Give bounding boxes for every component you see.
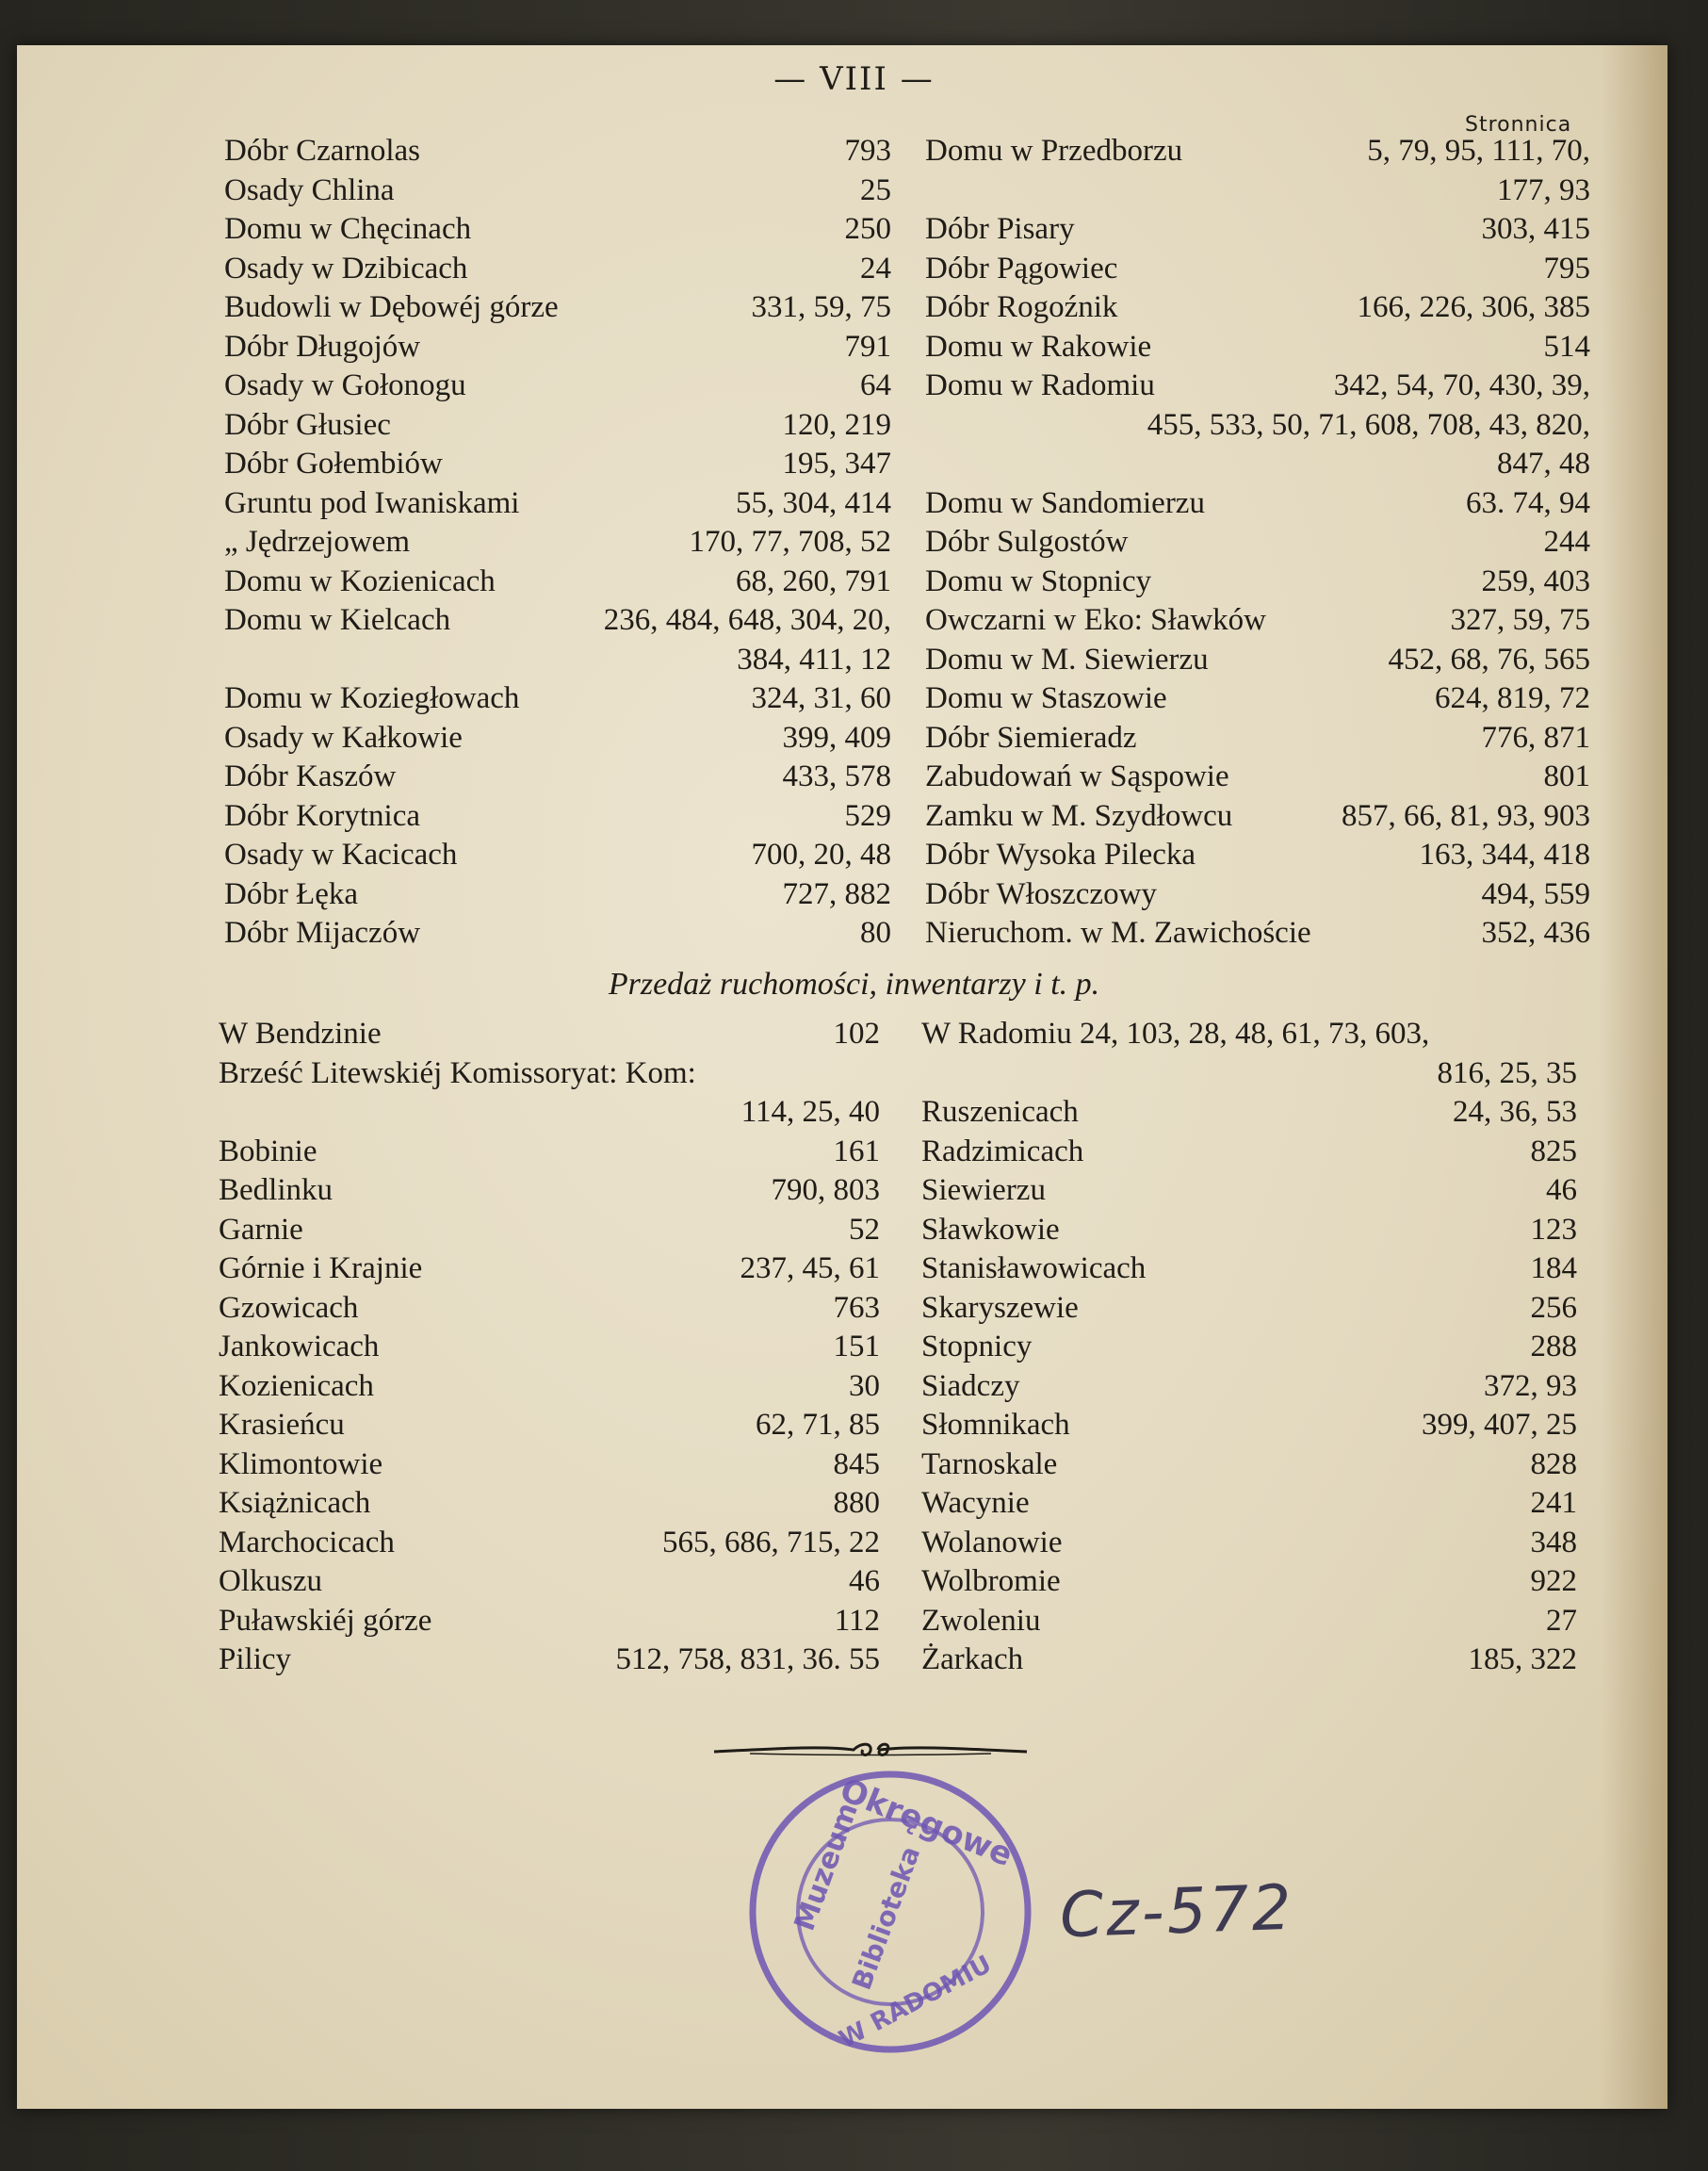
index-entry	[925, 250, 1590, 289]
entry-name: Stopnicy	[921, 1330, 1033, 1363]
index-entry	[925, 445, 1590, 484]
page-edge-shadow	[1602, 45, 1667, 2109]
entry-name: Sławkowie	[921, 1212, 1060, 1247]
entry-pages: 5, 79, 95, 111, 70,	[1367, 134, 1590, 168]
entry-name: Słomnikach	[921, 1408, 1070, 1442]
index-entry	[224, 875, 891, 915]
entry-name: Tarnoskale	[921, 1446, 1058, 1481]
index-entry	[921, 1328, 1577, 1367]
entry-name: Dóbr Czarnolas	[224, 134, 421, 168]
entry-pages: 102	[833, 1017, 880, 1051]
index-entry	[219, 1484, 880, 1524]
entry-name: W Bendzinie	[219, 1017, 382, 1051]
index-entry	[219, 1054, 880, 1094]
index-column-lower-right	[921, 1015, 1577, 1680]
entry-pages: 114, 25, 40	[740, 1095, 880, 1129]
entry-name: Dóbr Sulgostów	[925, 525, 1129, 559]
entry-pages: 46	[849, 1564, 880, 1598]
index-entry	[921, 1445, 1577, 1485]
index-entry	[925, 132, 1590, 171]
index-entry	[219, 1093, 880, 1133]
index-entry	[925, 563, 1590, 602]
index-entry	[925, 641, 1590, 680]
entry-pages: 624, 819, 72	[1435, 681, 1590, 715]
entry-pages: 184	[1530, 1251, 1577, 1285]
entry-name: Osady w Kacicach	[224, 838, 458, 872]
index-entry	[219, 1524, 880, 1563]
entry-name: Zabudowań w Sąspowie	[925, 759, 1229, 793]
entry-pages: 790, 803	[771, 1173, 880, 1207]
index-entry	[219, 1640, 880, 1680]
index-column-lower-left	[219, 1015, 880, 1680]
index-entry	[219, 1211, 880, 1250]
index-column-upper-right	[925, 132, 1590, 954]
entry-name: Domu w Radomiu	[925, 368, 1155, 402]
index-entry	[224, 914, 891, 954]
index-entry	[224, 641, 891, 680]
index-entry	[224, 328, 891, 367]
index-entry	[921, 1406, 1577, 1445]
entry-name: Dóbr Włoszczowy	[925, 876, 1157, 911]
entry-name: Wolanowie	[921, 1525, 1063, 1559]
index-entry	[921, 1602, 1577, 1641]
entry-pages: 27	[1546, 1603, 1577, 1638]
index-entry	[921, 1015, 1577, 1054]
entry-pages: 433, 578	[782, 759, 891, 793]
index-entry	[925, 679, 1590, 719]
entry-name: Dóbr Gołembiów	[224, 447, 443, 481]
index-entry	[925, 406, 1590, 446]
entry-pages: 776, 871	[1481, 720, 1590, 755]
svg-text:W RADOMIU: W RADOMIU	[834, 1950, 997, 2054]
index-entry	[224, 523, 891, 563]
entry-name: Budowli w Dębowéj górze	[224, 290, 559, 324]
index-entry	[921, 1211, 1577, 1250]
entry-name: Dóbr Siemieradz	[925, 720, 1137, 755]
entry-pages: 24	[860, 251, 891, 286]
entry-pages: 259, 403	[1481, 563, 1590, 598]
entry-pages: 331, 59, 75	[751, 290, 891, 324]
index-entry	[925, 875, 1590, 915]
entry-pages: 250	[844, 212, 891, 246]
entry-pages: 825	[1530, 1134, 1577, 1168]
entry-name: Dóbr Pągowiec	[925, 251, 1118, 286]
entry-pages: 123	[1530, 1212, 1577, 1247]
entry-pages: 514	[1543, 329, 1590, 364]
entry-name: Marchocicach	[219, 1525, 395, 1559]
entry-name: Domu w M. Siewierzu	[925, 642, 1209, 677]
index-entry	[219, 1015, 880, 1054]
index-entry	[224, 367, 891, 406]
index-entry	[921, 1054, 1577, 1094]
index-entry	[921, 1093, 1577, 1133]
entry-pages: 565, 686, 715, 22	[662, 1525, 880, 1559]
entry-pages: 922	[1530, 1564, 1577, 1598]
entry-pages: 455, 533, 50, 71, 608, 708, 43, 820,	[1147, 407, 1590, 442]
index-entry	[219, 1367, 880, 1407]
entry-pages: 120, 219	[782, 407, 891, 442]
index-entry	[921, 1524, 1577, 1563]
entry-name: Domu w Stopnicy	[925, 563, 1152, 598]
entry-name: Zwoleniu	[921, 1603, 1041, 1638]
column-label: Stronnica	[1465, 113, 1572, 137]
index-entry	[219, 1133, 880, 1172]
entry-pages: 801	[1543, 759, 1590, 793]
entry-name: Osady w Dzibicach	[224, 251, 468, 286]
entry-name: Bobinie	[219, 1134, 317, 1168]
index-entry	[921, 1171, 1577, 1211]
entry-name: Domu w Sandomierzu	[925, 485, 1205, 520]
entry-name: Bedlinku	[219, 1173, 333, 1207]
index-entry	[224, 758, 891, 797]
entry-name: Domu w Rakowie	[925, 329, 1152, 364]
entry-name: Dóbr Mijaczów	[224, 916, 421, 950]
index-entry	[219, 1171, 880, 1211]
entry-pages: 327, 59, 75	[1450, 603, 1590, 637]
entry-pages: 68, 260, 791	[736, 563, 891, 598]
entry-pages: 847, 48	[1497, 447, 1590, 481]
section-heading: Przedaż ruchomości, inwentarzy i t. p.	[608, 967, 1100, 1002]
entry-pages: 241	[1530, 1486, 1577, 1520]
entry-name: Garnie	[219, 1212, 303, 1247]
index-entry	[219, 1602, 880, 1641]
entry-pages: 52	[849, 1212, 880, 1247]
entry-name: Brześć Litewskiéj Komissoryat: Kom:	[219, 1055, 696, 1090]
entry-pages: 880	[833, 1486, 880, 1520]
index-entry	[925, 719, 1590, 759]
entry-name: Kozienicach	[219, 1368, 374, 1403]
entry-pages: 256	[1530, 1290, 1577, 1325]
entry-pages: 452, 68, 76, 565	[1388, 642, 1590, 677]
index-entry	[224, 719, 891, 759]
entry-pages: 151	[833, 1330, 880, 1363]
entry-pages: 828	[1530, 1446, 1577, 1481]
index-entry	[925, 797, 1590, 837]
entry-name: Pilicy	[219, 1642, 292, 1676]
entry-name: Dóbr Pisary	[925, 212, 1075, 246]
entry-pages: 63. 74, 94	[1466, 485, 1590, 520]
svg-text:Okręgowe: Okręgowe	[835, 1771, 1018, 1875]
entry-name: Dóbr Długojów	[224, 329, 421, 364]
entry-pages: 512, 758, 831, 36. 55	[615, 1642, 880, 1676]
entry-pages: 80	[860, 916, 891, 950]
entry-pages: 64	[860, 368, 891, 402]
entry-pages: 166, 226, 306, 385	[1357, 290, 1590, 324]
entry-name: Osady w Gołonogu	[224, 368, 466, 402]
entry-pages: 793	[844, 134, 891, 168]
entry-name: Jankowicach	[219, 1330, 380, 1363]
index-entry	[925, 328, 1590, 367]
index-entry	[224, 679, 891, 719]
index-entry	[224, 406, 891, 446]
entry-name: Żarkach	[921, 1642, 1024, 1676]
entry-name: „ Jędrzejowem	[224, 525, 410, 559]
entry-pages: 237, 45, 61	[740, 1251, 880, 1285]
entry-name: Dóbr Głusiec	[224, 407, 391, 442]
entry-name: Dóbr Wysoka Pilecka	[925, 838, 1196, 872]
index-entry	[219, 1249, 880, 1289]
entry-pages: 791	[844, 329, 891, 364]
index-entry	[219, 1406, 880, 1445]
index-entry	[224, 132, 891, 171]
entry-name: Książnicach	[219, 1486, 371, 1520]
index-entry	[219, 1289, 880, 1329]
entry-name: Klimontowie	[219, 1446, 383, 1481]
entry-pages: 816, 25, 35	[1437, 1055, 1577, 1090]
library-stamp-icon	[746, 1768, 1034, 2056]
entry-pages: 727, 882	[782, 876, 891, 911]
entry-pages: 342, 54, 70, 430, 39,	[1333, 368, 1590, 402]
entry-name: Olkuszu	[219, 1564, 322, 1598]
entry-pages: 845	[833, 1446, 880, 1481]
entry-pages: 25	[860, 172, 891, 207]
index-entry	[925, 484, 1590, 524]
index-entry	[925, 601, 1590, 641]
entry-name: Domu w Przedborzu	[925, 134, 1183, 168]
index-entry	[921, 1367, 1577, 1407]
entry-name: Osady Chlina	[224, 172, 395, 207]
entry-name: Wacynie	[921, 1486, 1030, 1520]
entry-pages: 244	[1543, 525, 1590, 559]
index-entry	[925, 210, 1590, 250]
entry-pages: 857, 66, 81, 93, 903	[1342, 798, 1590, 833]
entry-pages: 372, 93	[1484, 1368, 1577, 1403]
entry-name: Ruszenicach	[921, 1095, 1079, 1129]
entry-name: Domu w Chęcinach	[224, 212, 472, 246]
index-entry	[224, 484, 891, 524]
entry-pages: 55, 304, 414	[736, 485, 891, 520]
entry-name: Nieruchom. w M. Zawichoście	[925, 916, 1311, 950]
index-entry	[224, 563, 891, 602]
entry-name: Gzowicach	[219, 1290, 359, 1325]
entry-name: Puławskiéj górze	[219, 1603, 432, 1638]
index-entry	[921, 1562, 1577, 1602]
svg-text:Muzeum: Muzeum	[788, 1798, 865, 1935]
index-entry	[219, 1562, 880, 1602]
entry-pages: 177, 93	[1497, 172, 1590, 207]
index-entry	[925, 914, 1590, 954]
entry-name: Domu w Staszowie	[925, 681, 1167, 715]
entry-name: Górnie i Krajnie	[219, 1251, 423, 1285]
entry-name: Osady w Kałkowie	[224, 720, 463, 755]
index-entry	[219, 1445, 880, 1485]
index-entry	[224, 171, 891, 211]
entry-pages: 399, 407, 25	[1422, 1408, 1577, 1442]
index-entry	[219, 1328, 880, 1367]
index-entry	[224, 288, 891, 328]
entry-pages: 529	[844, 798, 891, 833]
entry-pages: 494, 559	[1481, 876, 1590, 911]
entry-name: Domu w Kozienicach	[224, 563, 496, 598]
entry-pages: 352, 436	[1481, 916, 1590, 950]
entry-name: Stanisławowicach	[921, 1251, 1147, 1285]
entry-pages: 236, 484, 648, 304, 20,	[603, 603, 891, 637]
index-entry	[925, 288, 1590, 328]
entry-name: Domu w Kielcach	[224, 603, 451, 637]
entry-name: W Radomiu 24, 103, 28, 48, 61, 73, 603,	[921, 1017, 1430, 1051]
entry-pages: 170, 77, 708, 52	[689, 525, 891, 559]
index-column-upper-left	[224, 132, 891, 954]
index-entry	[921, 1289, 1577, 1329]
entry-name: Dóbr Rogoźnik	[925, 290, 1118, 324]
entry-name: Krasieńcu	[219, 1408, 345, 1442]
entry-pages: 700, 20, 48	[751, 838, 891, 872]
entry-name: Zamku w M. Szydłowcu	[925, 798, 1233, 833]
entry-pages: 24, 36, 53	[1453, 1095, 1577, 1129]
index-entry	[921, 1249, 1577, 1289]
index-entry	[925, 171, 1590, 211]
entry-pages: 112	[834, 1603, 880, 1638]
index-entry	[921, 1484, 1577, 1524]
entry-pages: 62, 71, 85	[756, 1408, 880, 1442]
entry-pages: 46	[1546, 1173, 1577, 1207]
index-entry	[224, 250, 891, 289]
entry-pages: 763	[833, 1290, 880, 1325]
entry-name: Siewierzu	[921, 1173, 1046, 1207]
entry-pages: 795	[1543, 251, 1590, 286]
index-entry	[925, 758, 1590, 797]
entry-name: Dóbr Korytnica	[224, 798, 421, 833]
page-number: — VIII —	[773, 60, 935, 98]
handwritten-call-number: Cz-572	[1058, 1870, 1295, 1952]
entry-name: Siadczy	[921, 1368, 1020, 1403]
index-entry	[921, 1133, 1577, 1172]
entry-name: Radzimicach	[921, 1134, 1084, 1168]
entry-name: Dóbr Kaszów	[224, 759, 397, 793]
index-entry	[224, 836, 891, 875]
entry-name: Wolbromie	[921, 1564, 1061, 1598]
entry-pages: 161	[833, 1134, 880, 1168]
index-entry	[224, 445, 891, 484]
entry-pages: 195, 347	[782, 447, 891, 481]
entry-pages: 324, 31, 60	[751, 681, 891, 715]
entry-pages: 399, 409	[782, 720, 891, 755]
entry-pages: 288	[1530, 1330, 1577, 1363]
index-entry	[224, 601, 891, 641]
ornament-divider-icon	[712, 1738, 1029, 1763]
entry-pages: 303, 415	[1481, 212, 1590, 246]
entry-name: Skaryszewie	[921, 1290, 1079, 1325]
entry-pages: 30	[849, 1368, 880, 1403]
index-entry	[925, 367, 1590, 406]
index-entry	[921, 1640, 1577, 1680]
index-entry	[925, 523, 1590, 563]
entry-pages: 163, 344, 418	[1419, 838, 1590, 872]
entry-name: Dóbr Łęka	[224, 876, 359, 911]
entry-name: Gruntu pod Iwaniskami	[224, 485, 520, 520]
entry-name: Domu w Koziegłowach	[224, 681, 520, 715]
entry-pages: 384, 411, 12	[737, 642, 891, 677]
svg-text:Biblioteka: Biblioteka	[845, 1841, 927, 1994]
index-entry	[925, 836, 1590, 875]
entry-name: Owczarni w Eko: Sławków	[925, 603, 1267, 637]
entry-pages: 185, 322	[1468, 1642, 1577, 1676]
index-entry	[224, 797, 891, 837]
index-entry	[224, 210, 891, 250]
entry-pages: 348	[1530, 1525, 1577, 1559]
